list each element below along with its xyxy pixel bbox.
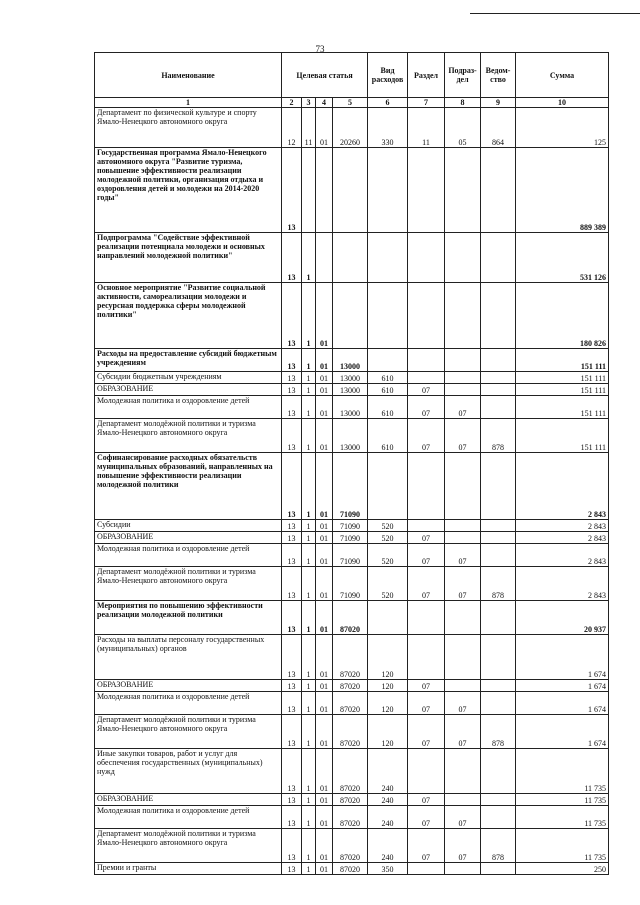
expense-type-cell — [368, 601, 408, 635]
target-event-cell: 01 — [316, 532, 333, 544]
section-cell: 07 — [408, 680, 445, 692]
row-name: Подпрограмма "Содействие эффективной реализации потенциала молодежи и основных направлений молодежной политики" — [95, 233, 282, 283]
row-name: Департамент молодёжной политики и туризма Ямало-Ненецкого автономного округа — [95, 567, 282, 601]
column-number: 2 — [282, 98, 302, 108]
department-cell — [481, 372, 516, 384]
target-program-cell: 13 — [282, 384, 302, 396]
target-subprogram-cell: 11 — [302, 108, 316, 148]
table-row — [95, 372, 609, 384]
target-event-cell: 01 — [316, 863, 333, 875]
sum-cell: 2 843 — [516, 567, 609, 601]
target-subprogram-cell: 1 — [302, 794, 316, 806]
expense-type-cell: 350 — [368, 863, 408, 875]
target-subprogram-cell: 1 — [302, 863, 316, 875]
row-name: Молодежная политика и оздоровление детей — [95, 396, 282, 419]
section-cell — [408, 372, 445, 384]
expense-type-cell: 120 — [368, 715, 408, 749]
expense-type-cell — [368, 148, 408, 233]
target-program-cell: 13 — [282, 544, 302, 567]
table-row — [95, 108, 609, 148]
subsection-cell — [445, 283, 481, 349]
target-program-cell: 13 — [282, 532, 302, 544]
section-cell: 07 — [408, 794, 445, 806]
row-name: Департамент молодёжной политики и туризма Ямало-Ненецкого автономного округа — [95, 715, 282, 749]
table-row — [95, 692, 609, 715]
table-row — [95, 635, 609, 680]
expense-type-cell: 330 — [368, 108, 408, 148]
target-direction-cell: 87020 — [333, 680, 368, 692]
target-program-cell: 13 — [282, 806, 302, 829]
section-cell: 07 — [408, 544, 445, 567]
target-subprogram-cell: 1 — [302, 520, 316, 532]
table-row — [95, 396, 609, 419]
table-row — [95, 567, 609, 601]
table-row — [95, 829, 609, 863]
target-subprogram-cell: 1 — [302, 749, 316, 794]
expense-type-cell — [368, 349, 408, 372]
row-name: Мероприятия по повышению эффективности реализации молодежной политики — [95, 601, 282, 635]
target-program-cell: 13 — [282, 349, 302, 372]
row-name: Основное мероприятие "Развитие социальной активности, самореализации молодежи и ресурсная поддержка сферы молодежной политики" — [95, 283, 282, 349]
column-number: 4 — [316, 98, 333, 108]
row-name: ОБРАЗОВАНИЕ — [95, 794, 282, 806]
section-cell — [408, 233, 445, 283]
target-direction-cell: 71090 — [333, 567, 368, 601]
top-rule — [470, 13, 640, 14]
expense-type-cell — [368, 233, 408, 283]
subsection-cell — [445, 233, 481, 283]
subsection-cell — [445, 520, 481, 532]
sum-cell: 151 111 — [516, 384, 609, 396]
row-name: Департамент по физической культуре и спорту Ямало-Ненецкого автономного округа — [95, 108, 282, 148]
row-name: ОБРАЗОВАНИЕ — [95, 680, 282, 692]
target-program-cell: 13 — [282, 601, 302, 635]
department-cell — [481, 863, 516, 875]
expense-type-cell: 240 — [368, 794, 408, 806]
department-cell — [481, 349, 516, 372]
subsection-cell — [445, 601, 481, 635]
column-number: 6 — [368, 98, 408, 108]
target-subprogram-cell: 1 — [302, 283, 316, 349]
target-direction-cell: 71090 — [333, 544, 368, 567]
subsection-cell — [445, 349, 481, 372]
section-cell: 07 — [408, 829, 445, 863]
table-row — [95, 532, 609, 544]
subsection-cell — [445, 372, 481, 384]
header-dept: Ведом-ство — [481, 53, 516, 98]
target-direction-cell: 13000 — [333, 384, 368, 396]
target-event-cell: 01 — [316, 349, 333, 372]
target-direction-cell — [333, 148, 368, 233]
sum-cell: 180 826 — [516, 283, 609, 349]
target-direction-cell: 71090 — [333, 453, 368, 520]
section-cell: 07 — [408, 692, 445, 715]
expense-type-cell: 520 — [368, 532, 408, 544]
expense-type-cell: 120 — [368, 680, 408, 692]
section-cell: 07 — [408, 419, 445, 453]
row-name: Иные закупки товаров, работ и услуг для обеспечения государственных (муниципальных) нужд — [95, 749, 282, 794]
sum-cell: 2 843 — [516, 520, 609, 532]
target-program-cell: 13 — [282, 635, 302, 680]
expense-type-cell: 610 — [368, 419, 408, 453]
section-cell — [408, 283, 445, 349]
table-row — [95, 601, 609, 635]
expense-type-cell: 240 — [368, 806, 408, 829]
target-direction-cell: 87020 — [333, 692, 368, 715]
row-name: Молодежная политика и оздоровление детей — [95, 544, 282, 567]
column-number-row — [95, 98, 609, 108]
column-number: 10 — [516, 98, 609, 108]
target-event-cell — [316, 233, 333, 283]
section-cell: 07 — [408, 806, 445, 829]
table-row — [95, 863, 609, 875]
section-cell — [408, 453, 445, 520]
row-name: Расходы на выплаты персоналу государственных (муниципальных) органов — [95, 635, 282, 680]
target-subprogram-cell: 1 — [302, 453, 316, 520]
target-subprogram-cell: 1 — [302, 680, 316, 692]
target-event-cell: 01 — [316, 544, 333, 567]
target-direction-cell: 87020 — [333, 715, 368, 749]
table-row — [95, 384, 609, 396]
target-program-cell: 13 — [282, 692, 302, 715]
target-program-cell: 13 — [282, 829, 302, 863]
target-subprogram-cell: 1 — [302, 349, 316, 372]
section-cell: 07 — [408, 567, 445, 601]
page-number: 73 — [315, 44, 325, 54]
row-name: Премии и гранты — [95, 863, 282, 875]
subsection-cell: 07 — [445, 567, 481, 601]
table-row — [95, 419, 609, 453]
sum-cell: 11 735 — [516, 794, 609, 806]
target-direction-cell: 87020 — [333, 749, 368, 794]
row-name: Молодежная политика и оздоровление детей — [95, 692, 282, 715]
expense-type-cell: 610 — [368, 372, 408, 384]
sum-cell: 11 735 — [516, 829, 609, 863]
target-program-cell: 13 — [282, 680, 302, 692]
department-cell — [481, 532, 516, 544]
section-cell — [408, 349, 445, 372]
subsection-cell — [445, 863, 481, 875]
target-program-cell: 13 — [282, 372, 302, 384]
table-row — [95, 806, 609, 829]
row-name: ОБРАЗОВАНИЕ — [95, 532, 282, 544]
section-cell — [408, 863, 445, 875]
target-program-cell: 13 — [282, 520, 302, 532]
target-program-cell: 13 — [282, 148, 302, 233]
expense-type-cell — [368, 283, 408, 349]
target-subprogram-cell: 1 — [302, 384, 316, 396]
department-cell — [481, 453, 516, 520]
subsection-cell: 07 — [445, 692, 481, 715]
target-event-cell: 01 — [316, 601, 333, 635]
sum-cell: 250 — [516, 863, 609, 875]
sum-cell: 1 674 — [516, 692, 609, 715]
table-row — [95, 794, 609, 806]
row-name: Софинансирование расходных обязательств муниципальных образований, направленных на повышение эффективности реализации молодежной политики — [95, 453, 282, 520]
target-event-cell: 01 — [316, 396, 333, 419]
target-event-cell: 01 — [316, 715, 333, 749]
sum-cell: 2 843 — [516, 532, 609, 544]
target-direction-cell: 20260 — [333, 108, 368, 148]
sum-cell: 151 111 — [516, 372, 609, 384]
expense-type-cell: 610 — [368, 396, 408, 419]
target-direction-cell: 87020 — [333, 806, 368, 829]
sum-cell: 151 111 — [516, 349, 609, 372]
target-direction-cell — [333, 283, 368, 349]
target-subprogram-cell: 1 — [302, 692, 316, 715]
target-subprogram-cell: 1 — [302, 396, 316, 419]
target-program-cell: 13 — [282, 233, 302, 283]
target-program-cell: 13 — [282, 749, 302, 794]
table-row — [95, 283, 609, 349]
table-row — [95, 233, 609, 283]
department-cell: 864 — [481, 108, 516, 148]
column-number: 3 — [302, 98, 316, 108]
subsection-cell: 07 — [445, 396, 481, 419]
department-cell — [481, 283, 516, 349]
target-direction-cell: 13000 — [333, 372, 368, 384]
target-event-cell: 01 — [316, 283, 333, 349]
section-cell — [408, 749, 445, 794]
target-direction-cell: 13000 — [333, 396, 368, 419]
sum-cell: 151 111 — [516, 396, 609, 419]
section-cell: 07 — [408, 396, 445, 419]
expense-type-cell: 240 — [368, 829, 408, 863]
expense-type-cell: 240 — [368, 749, 408, 794]
subsection-cell — [445, 532, 481, 544]
target-program-cell: 13 — [282, 453, 302, 520]
target-event-cell: 01 — [316, 453, 333, 520]
target-program-cell: 13 — [282, 567, 302, 601]
target-event-cell: 01 — [316, 794, 333, 806]
row-name: Субсидии — [95, 520, 282, 532]
row-name: Департамент молодёжной политики и туризма Ямало-Ненецкого автономного округа — [95, 419, 282, 453]
sum-cell: 1 674 — [516, 680, 609, 692]
target-subprogram-cell: 1 — [302, 532, 316, 544]
header-section: Раздел — [408, 53, 445, 98]
table-row — [95, 715, 609, 749]
row-name: Государственная программа Ямало-Ненецкого автономного округа "Развитие туризма, повышение эффективности реализации молодежной политики, организация отдыха и оздоровления детей и молодежи на 2014-2020 годы" — [95, 148, 282, 233]
subsection-cell — [445, 749, 481, 794]
target-direction-cell: 71090 — [333, 520, 368, 532]
department-cell — [481, 794, 516, 806]
target-event-cell — [316, 148, 333, 233]
budget-table — [94, 52, 609, 875]
subsection-cell: 07 — [445, 806, 481, 829]
department-cell — [481, 806, 516, 829]
row-name: ОБРАЗОВАНИЕ — [95, 384, 282, 396]
subsection-cell: 05 — [445, 108, 481, 148]
header-exp-type: Вид расходов — [368, 53, 408, 98]
target-direction-cell — [333, 233, 368, 283]
sum-cell: 11 735 — [516, 806, 609, 829]
expense-type-cell: 520 — [368, 520, 408, 532]
target-subprogram-cell: 1 — [302, 372, 316, 384]
target-program-cell: 13 — [282, 283, 302, 349]
row-name: Департамент молодёжной политики и туризма Ямало-Ненецкого автономного округа — [95, 829, 282, 863]
department-cell — [481, 680, 516, 692]
target-subprogram-cell: 1 — [302, 567, 316, 601]
department-cell — [481, 520, 516, 532]
target-event-cell: 01 — [316, 829, 333, 863]
department-cell: 878 — [481, 419, 516, 453]
target-event-cell: 01 — [316, 520, 333, 532]
table-row — [95, 680, 609, 692]
department-cell: 878 — [481, 829, 516, 863]
target-event-cell: 01 — [316, 749, 333, 794]
section-cell: 07 — [408, 384, 445, 396]
section-cell — [408, 635, 445, 680]
target-direction-cell: 87020 — [333, 863, 368, 875]
subsection-cell: 07 — [445, 419, 481, 453]
target-program-cell: 13 — [282, 715, 302, 749]
subsection-cell — [445, 680, 481, 692]
target-subprogram-cell: 1 — [302, 233, 316, 283]
target-subprogram-cell — [302, 148, 316, 233]
department-cell — [481, 544, 516, 567]
sum-cell: 20 937 — [516, 601, 609, 635]
target-direction-cell: 13000 — [333, 349, 368, 372]
target-program-cell: 13 — [282, 396, 302, 419]
header-sum: Сумма — [516, 53, 609, 98]
department-cell — [481, 601, 516, 635]
target-direction-cell: 87020 — [333, 635, 368, 680]
target-event-cell: 01 — [316, 806, 333, 829]
target-direction-cell: 13000 — [333, 419, 368, 453]
column-number: 1 — [95, 98, 282, 108]
department-cell — [481, 233, 516, 283]
target-subprogram-cell: 1 — [302, 544, 316, 567]
sum-cell: 531 126 — [516, 233, 609, 283]
department-cell — [481, 384, 516, 396]
subsection-cell: 07 — [445, 544, 481, 567]
subsection-cell — [445, 453, 481, 520]
column-number: 9 — [481, 98, 516, 108]
header-row — [95, 53, 609, 98]
target-subprogram-cell: 1 — [302, 419, 316, 453]
expense-type-cell — [368, 453, 408, 520]
header-name: Наименование — [95, 53, 282, 98]
table-row — [95, 749, 609, 794]
target-event-cell: 01 — [316, 108, 333, 148]
table-row — [95, 520, 609, 532]
row-name: Молодежная политика и оздоровление детей — [95, 806, 282, 829]
department-cell — [481, 692, 516, 715]
column-number: 8 — [445, 98, 481, 108]
subsection-cell — [445, 148, 481, 233]
section-cell: 07 — [408, 532, 445, 544]
department-cell: 878 — [481, 567, 516, 601]
sum-cell: 151 111 — [516, 419, 609, 453]
department-cell — [481, 148, 516, 233]
section-cell — [408, 520, 445, 532]
section-cell: 07 — [408, 715, 445, 749]
sum-cell: 889 389 — [516, 148, 609, 233]
header-target: Целевая статья — [282, 53, 368, 98]
department-cell — [481, 396, 516, 419]
sum-cell: 2 843 — [516, 453, 609, 520]
target-program-cell: 13 — [282, 794, 302, 806]
target-direction-cell: 71090 — [333, 532, 368, 544]
target-subprogram-cell: 1 — [302, 601, 316, 635]
section-cell: 11 — [408, 108, 445, 148]
department-cell — [481, 635, 516, 680]
department-cell: 878 — [481, 715, 516, 749]
column-number: 5 — [333, 98, 368, 108]
department-cell — [481, 749, 516, 794]
target-event-cell: 01 — [316, 419, 333, 453]
subsection-cell — [445, 794, 481, 806]
target-subprogram-cell: 1 — [302, 635, 316, 680]
target-event-cell: 01 — [316, 372, 333, 384]
section-cell — [408, 601, 445, 635]
table-row — [95, 544, 609, 567]
table-body — [95, 108, 609, 875]
expense-type-cell: 610 — [368, 384, 408, 396]
row-name: Субсидии бюджетным учреждениям — [95, 372, 282, 384]
sum-cell: 1 674 — [516, 715, 609, 749]
target-event-cell: 01 — [316, 692, 333, 715]
target-direction-cell: 87020 — [333, 601, 368, 635]
target-subprogram-cell: 1 — [302, 806, 316, 829]
subsection-cell: 07 — [445, 715, 481, 749]
expense-type-cell: 120 — [368, 635, 408, 680]
target-direction-cell: 87020 — [333, 829, 368, 863]
target-event-cell: 01 — [316, 680, 333, 692]
table-row — [95, 148, 609, 233]
expense-type-cell: 120 — [368, 692, 408, 715]
subsection-cell — [445, 384, 481, 396]
table-row — [95, 349, 609, 372]
target-program-cell: 12 — [282, 108, 302, 148]
subsection-cell — [445, 635, 481, 680]
target-program-cell: 13 — [282, 419, 302, 453]
row-name: Расходы на предоставление субсидий бюджетным учреждениям — [95, 349, 282, 372]
target-subprogram-cell: 1 — [302, 829, 316, 863]
section-cell — [408, 148, 445, 233]
expense-type-cell: 520 — [368, 567, 408, 601]
target-program-cell: 13 — [282, 863, 302, 875]
target-event-cell: 01 — [316, 384, 333, 396]
sum-cell: 125 — [516, 108, 609, 148]
target-event-cell: 01 — [316, 567, 333, 601]
subsection-cell: 07 — [445, 829, 481, 863]
column-number: 7 — [408, 98, 445, 108]
target-subprogram-cell: 1 — [302, 715, 316, 749]
sum-cell: 1 674 — [516, 635, 609, 680]
sum-cell: 11 735 — [516, 749, 609, 794]
header-subsection: Подраз-дел — [445, 53, 481, 98]
target-direction-cell: 87020 — [333, 794, 368, 806]
target-event-cell: 01 — [316, 635, 333, 680]
table-row — [95, 453, 609, 520]
expense-type-cell: 520 — [368, 544, 408, 567]
sum-cell: 2 843 — [516, 544, 609, 567]
